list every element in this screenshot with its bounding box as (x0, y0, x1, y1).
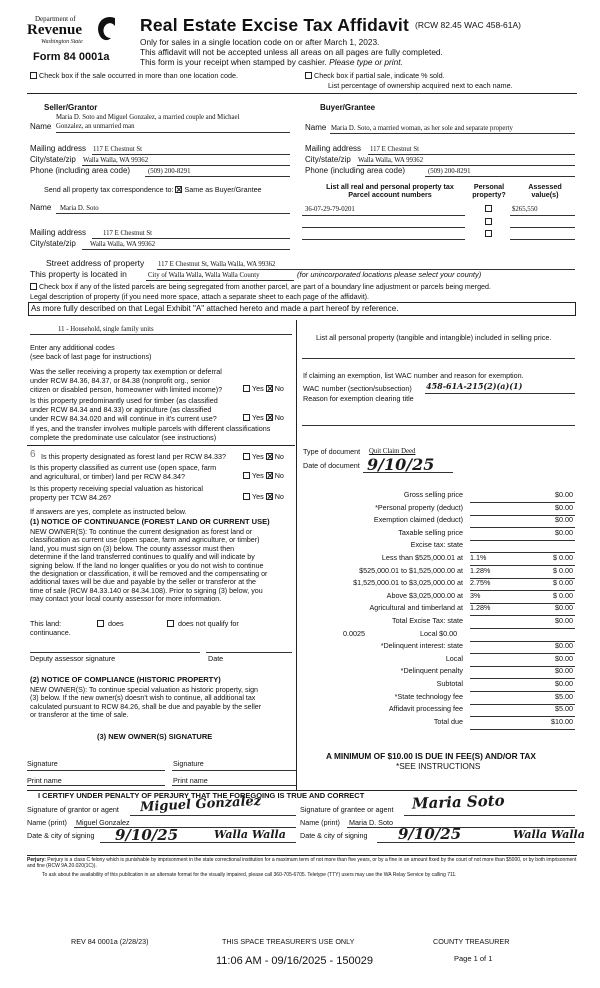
tax-row (300, 541, 575, 553)
owner-sig-label-1: Signature (27, 759, 58, 768)
grantor-city-value[interactable]: Walla Walla (214, 828, 286, 841)
header-line3-print: Please type or print. (329, 57, 403, 67)
dept-line2: Revenue (27, 22, 82, 38)
perjury-body: Perjury is a class C felony which is punishable by imprisonment in the state correctional institution for a maximum term of not more than five years, or by a fine in an amount fixed by the court of not more than $5000, or by both imprisonment and fine (RCW 9A.20.020(1C)). (27, 857, 577, 869)
seller-name-line1: Maria D. Soto and Miguel Gonzalez, a married couple and Michael (56, 114, 240, 121)
does-not-check[interactable] (167, 620, 239, 628)
q5-answer[interactable] (243, 472, 284, 480)
tax-row-amount[interactable]: $5.00 (555, 704, 573, 714)
multi-location-check[interactable] (30, 72, 238, 80)
tax-row-label: Excise tax: state (410, 540, 463, 550)
legal-label: Legal description of property (if you need more space, attach a separate sheet to each page of the affidavit). (30, 293, 370, 301)
minimum-line1: A MINIMUM OF $10.00 IS DUE IN FEE(S) AND/OR TAX (326, 751, 536, 761)
buyer-phone-label: Phone (including area code) (305, 166, 406, 175)
certify-heading: I CERTIFY UNDER PENALTY OF PERJURY THAT THE FOREGOING IS TRUE AND CORRECT (38, 791, 365, 800)
segregation-check[interactable] (30, 283, 491, 291)
answers-note: If answers are yes, complete as instructed below. (30, 507, 187, 516)
does-checkbox[interactable] (97, 620, 104, 627)
corr-name-value[interactable]: Maria D. Soto (60, 205, 99, 212)
divider-left-1 (27, 445, 295, 446)
notice3-title: (3) NEW OWNER(S) SIGNATURE (97, 732, 213, 741)
deputy-date-label: Date (208, 654, 224, 663)
doc-date-label: Date of document (303, 461, 360, 470)
tax-row-label: Subtotal (436, 679, 463, 688)
reason-line (302, 425, 575, 426)
tax-row-amount[interactable]: $ 0.00 (553, 553, 573, 562)
q1-answer[interactable] (243, 385, 284, 393)
buyer-city-label: City/state/zip (305, 155, 351, 164)
q4-yes-checkbox[interactable] (243, 453, 250, 460)
parcel-line-3 (302, 239, 465, 240)
notice2-body-line3: calculated pursuant to RCW 84.26, shall be due and payable by the seller (30, 702, 262, 711)
q2-yes-label: Yes (252, 413, 264, 422)
buyer-name-line (330, 133, 575, 134)
tax-row-rate: 3% (470, 590, 481, 600)
seller-name-line (56, 132, 290, 133)
grantor-sig-line (130, 815, 296, 816)
tax-row (300, 604, 575, 616)
this-land-label: This land: (30, 619, 62, 628)
street-label: Street address of property (46, 258, 145, 268)
q5-line2: and agricultural, or timber) land per RCW 84.34? (30, 472, 186, 481)
seller-city-value[interactable]: Walla Walla, WA 99362 (83, 157, 149, 164)
notice1-body-line1: NEW OWNER(S): To continue the current designation as forest land or (30, 528, 253, 536)
buyer-heading: Buyer/Grantee (320, 103, 376, 112)
tax-row-amount[interactable]: $5.00 (555, 691, 573, 701)
use-code-value[interactable]: 11 - Household, single family units (58, 326, 154, 333)
q6-answer[interactable] (243, 493, 284, 501)
buyer-name-value[interactable]: Maria D. Soto, a married woman, as her sole and separate property (331, 125, 513, 132)
buyer-phone-line (425, 176, 575, 177)
wac-line (425, 393, 575, 394)
tax-row-amount[interactable]: $ 0.00 (553, 590, 573, 600)
tax-row-amount[interactable]: $0.00 (555, 490, 573, 499)
same-as-buyer-checkbox[interactable] (175, 186, 182, 193)
doc-type-value[interactable]: Quit Claim Deed (369, 448, 416, 455)
q6-line1: Is this property receiving special valuation as historical (30, 484, 203, 493)
q5-no-checkbox[interactable] (266, 472, 273, 479)
partial-sale-check[interactable] (305, 72, 445, 80)
owner-print-label-1: Print name (27, 776, 62, 785)
use-code-line (30, 334, 292, 335)
tax-row (300, 504, 575, 516)
q1-no-label: No (274, 384, 284, 393)
q5-yes-label: Yes (252, 471, 264, 480)
q5-line1: Is this property classified as current use (open space, farm (30, 463, 217, 472)
corr-mailing-value[interactable]: 117 E Chestnut St (103, 230, 153, 237)
tax-row-label: *Delinquent penalty (400, 666, 463, 676)
q4-yes-label: Yes (252, 452, 264, 461)
tax-row (300, 579, 575, 591)
parcels-col2-header (470, 183, 508, 200)
located-line (146, 280, 294, 281)
tax-row-amount[interactable]: $0.00 (555, 679, 573, 688)
tax-row-amount[interactable]: $0.00 (555, 653, 573, 663)
tax-row-amount[interactable]: $0.00 (555, 603, 573, 613)
tax-row-amount[interactable]: Local $0.00 (420, 628, 458, 638)
header-line3-receipt: This form is your receipt when stamped by cashier. (140, 57, 327, 67)
rev-number: REV 84 0001a (2/28/23) (71, 937, 149, 946)
tax-row-label: Agricultural and timberland at (369, 603, 463, 613)
segregation-checkbox[interactable] (30, 283, 37, 290)
q2-line1: Is this property predominantly used for timber (as classified (30, 396, 218, 405)
parcel-line-2 (302, 227, 465, 228)
tax-row-amount[interactable]: $ 0.00 (553, 565, 573, 575)
availability-text: To ask about the availability of this publication in an alternate format for the visually impaired, please call 360-705-6705. Teletype (TTY) users may use the WA Relay Service by calling 711. (42, 872, 457, 878)
seller-phone-line (145, 176, 290, 177)
notice2-title: (2) NOTICE OF COMPLIANCE (HISTORIC PROPERTY) (30, 675, 221, 684)
owner-print-label-2: Print name (173, 776, 208, 785)
parcels-col1-line2: Parcel account numbers (348, 190, 432, 200)
notice1-body-line9: may contact your local county assessor for more information. (30, 595, 222, 604)
tax-row (300, 705, 575, 717)
seller-mailing-value[interactable]: 117 E Chestnut St (93, 146, 143, 153)
does-not-label: does not qualify for (178, 619, 239, 628)
section-number: 6 (30, 449, 36, 460)
grantor-date-label: Date & city of signing (27, 831, 95, 840)
located-note: (for unincorporated locations please select your county) (297, 270, 482, 279)
tax-row (300, 491, 575, 503)
codes-label1: Enter any additional codes (30, 343, 115, 352)
grantee-name-value[interactable]: Maria D. Soto (349, 818, 393, 827)
cashier-stamp: 11:06 AM - 09/16/2025 - 150029 (216, 955, 373, 967)
q2-answer[interactable] (243, 414, 284, 422)
multi-location-checkbox[interactable] (30, 72, 37, 79)
tax-row-label: $525,000.01 to $1,525,000.00 at (359, 565, 463, 575)
tax-row-label: Taxable selling price (398, 527, 463, 537)
owner-sig-line-2 (172, 770, 296, 771)
does-check[interactable] (97, 620, 124, 628)
grantor-date-line (100, 842, 296, 843)
tax-row (300, 630, 575, 642)
q6-yes-label: Yes (252, 492, 264, 501)
q4-no-checkbox[interactable] (266, 453, 273, 460)
deputy-date-line (206, 652, 292, 653)
seller-heading: Seller/Grantor (44, 103, 98, 112)
partial-sale-checkbox[interactable] (305, 72, 312, 79)
grantee-date-line (377, 842, 575, 843)
tax-row-rate: 1.28% (470, 603, 491, 613)
q2-yes-checkbox[interactable] (243, 414, 250, 421)
treasurer-use: THIS SPACE TREASURER'S USE ONLY (222, 937, 355, 946)
notice1-body-line7: additional taxes will be due and payable by the seller or transferor at the (30, 578, 256, 587)
located-value[interactable]: City of Walla Walla, Walla Walla County (148, 272, 260, 279)
q2-text (30, 396, 218, 423)
notice2-body-line2: (3) below. If the new owner(s) doesn't wish to continue, all additional tax (30, 694, 256, 703)
q5-text (30, 463, 216, 481)
tax-row-amount[interactable]: $0.00 (555, 515, 573, 525)
notice1-body-line5: signing below. If the land no longer qualifies or you do not wish to continue (30, 561, 264, 570)
q1-no-checkbox[interactable] (266, 385, 273, 392)
parcel-number-1[interactable]: 36-07-29-79-0201 (305, 206, 355, 213)
q6-line2: property per TCW 84.26? (30, 493, 111, 502)
grantor-sig-label: Signature of grantor or agent (27, 805, 119, 814)
wac-label: WAC number (section/subsection) (303, 384, 412, 393)
q2-no-label: No (274, 413, 284, 422)
q3-line1: If yes, and the transfer involves multiple parcels with different classifications (30, 424, 271, 433)
parcels-col2-line1: Personal (473, 182, 505, 191)
divider-footer (27, 855, 577, 856)
dor-swoosh-icon (93, 14, 117, 44)
same-as-buyer-label: Same as Buyer/Grantee (184, 185, 262, 194)
seller-mailing-line (92, 154, 290, 155)
dept-line3: Washington State (41, 39, 83, 45)
tax-row (300, 592, 575, 604)
form-number: Form 84 0001a (33, 51, 110, 63)
q2-line2: under RCW 84.34 and 84.33) or agriculture (as classified (30, 405, 212, 414)
does-label: does (108, 619, 124, 628)
dept-line1: Department of (35, 15, 76, 23)
tax-row-rate: 1.1% (470, 553, 487, 562)
parcel-value-line-1 (510, 215, 575, 216)
tax-row-amount[interactable]: $0.00 (555, 666, 573, 676)
tax-row (300, 680, 575, 692)
form-title-ref: (RCW 82.45 WAC 458-61A) (415, 20, 521, 30)
deputy-label: Deputy assessor signature (30, 654, 116, 663)
minimum-line2: *SEE INSTRUCTIONS (396, 761, 481, 771)
doc-date-line (363, 472, 453, 473)
tax-row-label: 0.0025 (343, 628, 365, 638)
q3-text (30, 424, 270, 442)
parcel-line-1 (302, 215, 465, 216)
header-line2: This affidavit will not be accepted unless all areas on all pages are fully completed. (140, 47, 443, 57)
located-label: This property is located in (30, 269, 127, 279)
seller-phone-label: Phone (including area code) (30, 166, 131, 175)
q2-line3: under RCW 84.34.020 and will continue in it's current use? (30, 414, 217, 423)
q4-text: Is this property designated as forest land per RCW 84.33? (41, 452, 226, 461)
tax-row-label: $1,525,000.01 to $3,025,000.00 at (353, 578, 463, 588)
grantee-date-value[interactable]: 9/10/25 (398, 825, 462, 843)
notice1-body-line4: determine if the land transferred continues to qualify and will indicate by (30, 553, 255, 562)
deputy-sig-line (30, 652, 200, 653)
parcels-col3-line2: value(s) (531, 190, 559, 200)
tax-row (300, 718, 575, 730)
partial-ownership-label: List percentage of ownership acquired next to each name. (328, 81, 513, 90)
tax-row (300, 516, 575, 528)
buyer-city-value[interactable]: Walla Walla, WA 99362 (358, 157, 424, 164)
grantor-name-value[interactable]: Miguel Gonzalez (76, 818, 130, 827)
q1-line1: Was the seller receiving a property tax exemption or deferral (30, 367, 222, 376)
buyer-name-label: Name (305, 123, 327, 132)
corr-city-label: City/state/zip (30, 239, 76, 248)
q4-answer[interactable] (243, 453, 284, 461)
buyer-mailing-label: Mailing address (305, 144, 362, 153)
continuance-label: continuance. (30, 628, 71, 637)
seller-name-label: Name (30, 122, 52, 131)
tax-row-label: Local (445, 653, 463, 663)
tax-row (300, 642, 575, 654)
tax-row-amount[interactable]: $0.00 (555, 502, 573, 512)
divider-top (27, 93, 577, 94)
corr-name-label: Name (30, 203, 52, 212)
grantee-name-label: Name (print) (300, 818, 340, 827)
tax-row-rate: 2.75% (470, 578, 491, 588)
parcels-col3-line1: Assessed (528, 182, 562, 191)
personal-property-line (302, 358, 575, 359)
q1-yes-checkbox[interactable] (243, 385, 250, 392)
corr-mailing-label: Mailing address (30, 228, 87, 237)
q1-yes-label: Yes (252, 384, 264, 393)
q1-line2: under RCW 84.36, 84.37, or 84.38 (nonprofit org., senior (30, 376, 211, 385)
tax-row (300, 554, 575, 566)
tax-row (300, 529, 575, 541)
q6-yes-checkbox[interactable] (243, 493, 250, 500)
owner-sig-label-2: Signature (173, 759, 204, 768)
q6-text (30, 484, 203, 502)
tax-row-amount[interactable]: $ 0.00 (553, 578, 573, 588)
grantee-sig-label: Signature of grantee or agent (300, 805, 394, 814)
corr-city-line (82, 249, 290, 250)
codes-label2: (see back of last page for instructions) (30, 352, 152, 361)
buyer-phone-value[interactable]: (509) 200-8291 (428, 168, 471, 175)
correspondence-row (44, 186, 262, 194)
tax-row-label: Exemption claimed (deduct) (373, 515, 463, 525)
parcels-col1-line1: List all real and personal property tax (326, 182, 454, 191)
segregation-label: Check box if any of the listed parcels are being segregated from another parcel, are part of a boundary line adjustment or parcels being merged. (39, 283, 491, 291)
notice1-body (30, 528, 267, 604)
q3-line2: complete the predominate use calculator (see instructions) (30, 433, 217, 442)
grantee-city-value[interactable]: Walla Walla (513, 828, 585, 841)
tax-row (300, 567, 575, 579)
notice2-body (30, 686, 261, 720)
parcels-col3-header (515, 183, 575, 200)
tax-row (300, 617, 575, 629)
q2-no-checkbox[interactable] (266, 414, 273, 421)
does-not-checkbox[interactable] (167, 620, 174, 627)
corr-city-value[interactable]: Walla Walla, WA 99362 (90, 241, 156, 248)
reason-label: Reason for exemption clearing title (303, 394, 414, 403)
notice2-body-line1: NEW OWNER(S): To continue special valuation as historic property, sign (30, 686, 259, 694)
tax-row-line (470, 729, 575, 730)
grantee-signature[interactable]: Maria Soto (411, 791, 505, 813)
buyer-mailing-value[interactable]: 117 E Chestnut St (370, 146, 420, 153)
grantee-date-label: Date & city of signing (300, 831, 368, 840)
seller-name-line2: Gonzalez, an unmarried man (56, 123, 135, 130)
county-treasurer: COUNTY TREASURER (433, 937, 510, 946)
buyer-mailing-line (368, 154, 575, 155)
q1-text (30, 367, 222, 394)
multi-location-label: Check box if the sale occurred in more than one location code. (39, 71, 238, 80)
notice1-title: (1) NOTICE OF CONTINUANCE (FOREST LAND OR CURRENT USE) (30, 517, 270, 526)
seller-mailing-label: Mailing address (30, 144, 87, 153)
grantor-signature[interactable]: Miguel Gonzalez (139, 793, 262, 816)
parcel-personal-checkbox-3[interactable] (485, 230, 494, 239)
legal-value: As more fully described on that Legal Exhibit "A" attached hereto and made a part hereof by reference. (31, 304, 399, 313)
personal-property-label: List all personal property (tangible and intangible) included in selling price. (316, 333, 552, 342)
parcel-value-line-2 (510, 227, 575, 228)
parcel-personal-checkbox-1[interactable] (485, 205, 494, 214)
owner-sig-line-1 (27, 770, 165, 771)
notice1-body-line8: time of sale (RCW 84.33.140 or 84.34.108). Prior to signing (3) below, you (30, 586, 263, 595)
page-number: Page 1 of 1 (454, 954, 493, 963)
tax-row-label: Less than $525,000.01 at (381, 553, 463, 562)
tax-row-label: Total due (433, 716, 463, 726)
notice1-body-line2: classification as current use (open space, farm and agriculture, or timber) (30, 536, 260, 545)
header-line3 (140, 58, 403, 68)
tax-row-label: Total Excise Tax: state (392, 616, 463, 625)
tax-row (300, 655, 575, 667)
tax-row-amount[interactable]: $0.00 (555, 527, 573, 537)
notice1-body-line6: the designation or classification, it will be removed and the compensating or (30, 570, 268, 579)
dor-logo (27, 14, 122, 54)
grantor-name-label: Name (print) (27, 818, 67, 827)
tax-row-amount[interactable]: $0.00 (555, 616, 573, 625)
tax-row-amount[interactable]: $0.00 (555, 641, 573, 651)
tax-row (300, 693, 575, 705)
form-title: Real Estate Excise Tax Affidavit (140, 15, 410, 35)
q6-no-checkbox[interactable] (266, 493, 273, 500)
doc-type-label: Type of document (303, 447, 361, 456)
perjury-label: Perjury: (27, 857, 46, 863)
street-value[interactable]: 117 E Chestnut St, Walla Walla, WA 99362 (158, 261, 276, 268)
tax-row-label: *Delinquent interest: state (380, 641, 463, 651)
header-line1: Only for sales in a single location code on or after March 1, 2023. (140, 37, 380, 47)
parcel-personal-checkbox-2[interactable] (485, 218, 494, 227)
q5-no-label: No (274, 471, 284, 480)
notice2-body-line4: or transferor at the time of sale. (30, 711, 129, 720)
column-divider (296, 320, 297, 790)
tax-row-amount[interactable]: $10.00 (551, 716, 573, 726)
tax-row-label: Above $3,025,000.00 at (386, 590, 463, 600)
parcel-value-line-3 (510, 239, 575, 240)
parcels-col1-header (305, 183, 475, 200)
notice1-body-line3: land, you must sign on (3) below. The county assessor must then (30, 544, 235, 553)
wac-value[interactable]: 458-61A-215(2)(a)(1) (426, 381, 523, 391)
tax-row (300, 667, 575, 679)
correspondence-label: Send all property tax correspondence to: (44, 185, 174, 194)
corr-mailing-line (92, 238, 290, 239)
tax-row-label: *Personal property (deduct) (375, 502, 463, 512)
q4-no-label: No (274, 452, 284, 461)
partial-sale-label: Check box if partial sale, indicate % sold. (314, 71, 445, 80)
grantee-sig-line (404, 815, 575, 816)
tax-row-label: Affidavit processing fee (388, 704, 463, 714)
seller-city-label: City/state/zip (30, 155, 76, 164)
q5-yes-checkbox[interactable] (243, 472, 250, 479)
corr-name-line (56, 213, 290, 214)
doc-date-value[interactable]: 9/10/25 (367, 455, 435, 474)
perjury-text (27, 857, 577, 869)
parcels-col2-line2: property? (472, 190, 506, 200)
tax-row-label: *State technology fee (394, 691, 463, 701)
q6-no-label: No (274, 492, 284, 501)
seller-phone-value[interactable]: (509) 200-8291 (148, 168, 191, 175)
tax-row-label: Gross selling price (403, 490, 463, 499)
tax-row-rate: 1.28% (470, 565, 491, 575)
parcel-value-1[interactable]: $265,550 (512, 206, 538, 213)
q1-line3: citizen or disabled person, homeowner with limited income)? (30, 385, 223, 394)
grantor-date-value[interactable]: 9/10/25 (115, 826, 179, 844)
exemption-claim-label: If claiming an exemption, list WAC number and reason for exemption. (303, 371, 524, 380)
